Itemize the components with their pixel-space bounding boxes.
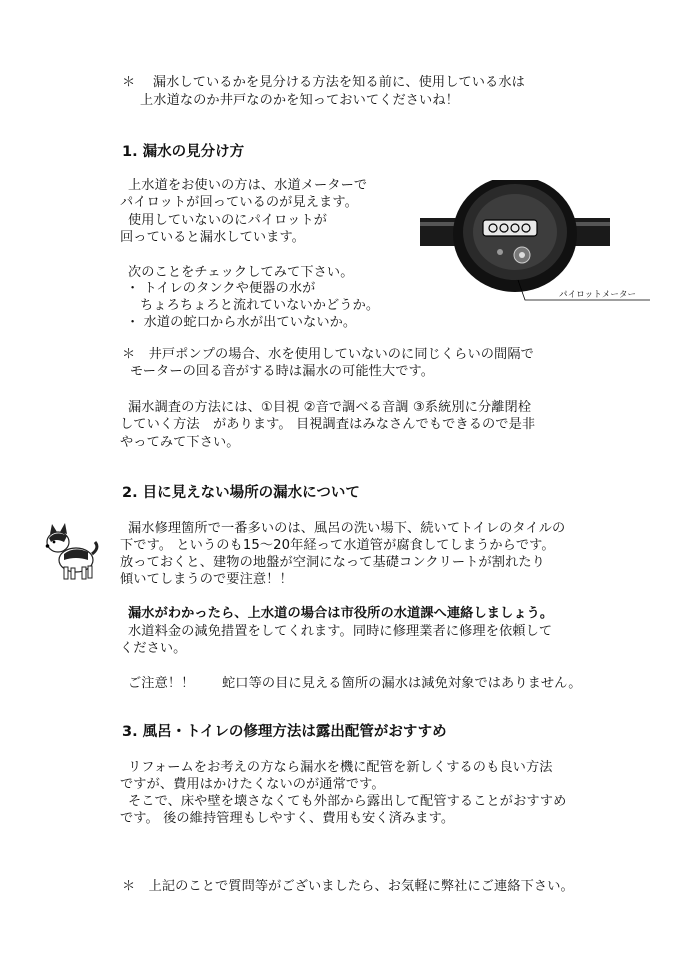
s1-text-line: 使用していないのにパイロットが <box>128 213 328 228</box>
meter-caption: パイロットメーター <box>559 290 637 300</box>
survey-line: していく方法 があります。 目視調査はみなさんでもできるので是非 <box>120 417 536 432</box>
footer-note: ＊ 上記のことで質問等がございましたら、お気軽に弊社にご連絡下さい。 <box>122 879 574 894</box>
well-note-line: ＊ 井戸ポンプの場合、水を使用していないのに同じくらいの間隔で <box>122 347 534 362</box>
contact-notice: 漏水がわかったら、上水道の場合は市役所の水道課へ連絡しましょう。 <box>128 606 554 621</box>
dog-icon <box>40 520 102 582</box>
s2-text-line: 下です。 というのも15～20年経って水道管が腐食してしまうからです。 <box>120 538 555 553</box>
s2-text-line: ください。 <box>120 641 187 656</box>
note-text: 蛇口等の目に見える箇所の漏水は減免対象ではありません。 <box>222 676 582 691</box>
s1-text-line: 上水道をお使いの方は、水道メーターで <box>128 178 368 193</box>
intro-line-1: ＊ 漏水しているかを見分ける方法を知る前に、使用している水は <box>122 75 525 90</box>
s2-text-line: 傾いてしまうので要注意！！ <box>120 572 293 587</box>
check-item: ・ 水道の蛇口から水が出ていないか。 <box>126 315 357 330</box>
section-3-heading: 3. 風呂・トイレの修理方法は露出配管がおすすめ <box>122 724 447 740</box>
s1-text-line: 回っていると漏水しています。 <box>120 230 305 245</box>
check-intro: 次のことをチェックしてみて下さい。 <box>128 265 354 280</box>
s2-text-line: 放っておくと、建物の地盤が空洞になって基礎コンクリートが割れたり <box>120 555 545 570</box>
intro-line-2: 上水道なのか井戸なのかを知っておいてくださいね！ <box>140 93 459 108</box>
check-item: ・ トイレのタンクや便器の水が <box>126 281 316 296</box>
note-label: ご注意！！ <box>128 676 195 691</box>
s3-text-line: です。 後の維持管理もしやすく、費用も安く済みます。 <box>120 811 455 826</box>
s3-text-line: リフォームをお考えの方なら漏水を機に配管を新しくするのも良い方法 <box>128 760 553 775</box>
section-1-heading: 1. 漏水の見分け方 <box>122 144 245 160</box>
s3-text-line: そこで、床や壁を壊さなくても外部から露出して配管することがおすすめ <box>128 794 567 809</box>
dog-illustration <box>40 520 102 582</box>
check-item: ちょろちょろと流れていないかどうか。 <box>140 298 380 313</box>
well-note-line: モーターの回る音がする時は漏水の可能性大です。 <box>130 364 435 379</box>
s2-text-line: 漏水修理箇所で一番多いのは、風呂の洗い場下、続いてトイレのタイルの <box>128 521 566 536</box>
s1-text-line: パイロットが回っているのが見えます。 <box>120 195 358 210</box>
section-2-heading: 2. 目に見えない場所の漏水について <box>122 485 360 501</box>
s3-text-line: ですが、費用はかけたくないのが通常です。 <box>120 777 385 792</box>
s2-text-line: 水道料金の減免措置をしてくれます。同時に修理業者に修理を依頼して <box>128 624 553 639</box>
survey-line: やってみて下さい。 <box>120 435 240 450</box>
survey-line: 漏水調査の方法には、①目視 ②音で調べる音調 ③系統別に分離閉栓 <box>128 400 532 415</box>
